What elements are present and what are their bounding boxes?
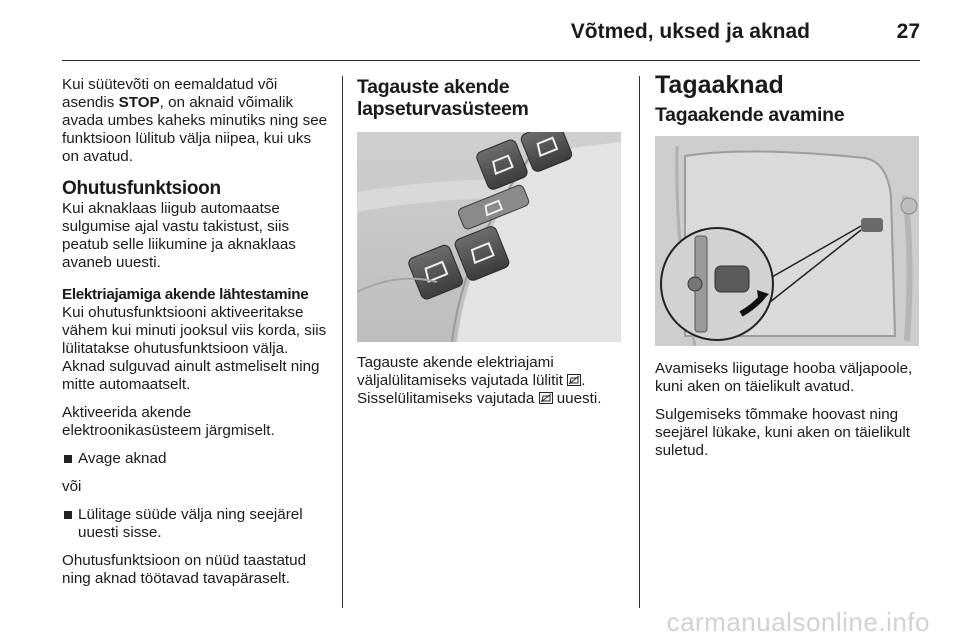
column-3 <box>655 71 925 470</box>
child-lock-text-line3-end: uuesti. <box>552 390 602 407</box>
safety-heading: Ohutusfunktsioon <box>62 178 221 199</box>
child-lock-text-line2-end: . <box>581 372 586 389</box>
child-lock-heading <box>357 76 629 120</box>
final-paragraph: Ohutusfunktsioon on nüüd taastatud ning aknad töötavad tavapäraselt. <box>62 552 307 587</box>
rear-windows-heading: Tagaaknad <box>655 71 784 99</box>
child-lock-text-line1: Tagauste akende elektriajami <box>357 354 554 371</box>
rear-windows-subheading: Tagaakende avamine <box>655 104 845 126</box>
reset-paragraph: Kui ohutusfunktsiooni aktiveeritakse vähem kui minuti jooksul viis korda, siis lülitatakse ohutusfunktsioon välja. Aknad sulguvad ainult astmeliselt ning mitte automaatselt. <box>62 304 327 393</box>
close-paragraph: Sulgemiseks tõmmake hoovast ning seejärel lükake, kuni aken on täielikult suletud. <box>655 406 910 459</box>
page-number: 27 <box>896 20 920 43</box>
intro-text-start: Kui süütevõti on eemaldatud või asendis <box>62 76 278 111</box>
intro-text-end: , on aknaid võimalik avada umbes kaheks minutiks ning see funktsioon lülitub välja niipea, kui uks on avatud. <box>62 94 328 165</box>
child-lock-switch-icon <box>539 392 553 404</box>
intro-paragraph <box>62 76 330 166</box>
child-lock-text-line2: väljalülitamiseks vajutada lülitit <box>357 372 568 389</box>
watermark: carmanualsonline.info <box>666 607 930 637</box>
bullet-item-1: Avage aknad <box>62 450 330 468</box>
intro-stop-term: STOP <box>118 94 160 111</box>
header-rule <box>62 60 920 61</box>
child-lock-heading-line1: Tagauste akende <box>357 76 510 98</box>
column-divider-1 <box>342 76 343 608</box>
activate-paragraph: Aktiveerida akende elektroonikasüsteem järgmiselt. <box>62 404 275 439</box>
column-1 <box>62 76 330 598</box>
bullet-item-2: Lülitage süüde välja ning seejärel uuesti sisse. <box>62 506 330 542</box>
reset-heading: Elektriajamiga akende lähtestamine <box>62 286 309 303</box>
safety-paragraph: Kui aknaklaas liigub automaatse sulgumise ajal vastu takistust, siis peatub selle liikumine ja aknaklaas avaneb uuesti. <box>62 200 296 271</box>
or-text: või <box>62 478 82 495</box>
child-lock-text-line3: Sisselülitamiseks vajutada <box>357 390 539 407</box>
window-switch-figure <box>357 132 621 342</box>
child-lock-heading-line2: lapseturvasüsteem <box>357 98 529 120</box>
child-lock-text <box>357 354 629 408</box>
open-paragraph: Avamiseks liigutage hooba väljapoole, kuni aken on täielikult avatud. <box>655 360 913 395</box>
column-divider-2 <box>639 76 640 608</box>
rear-window-latch-figure <box>655 136 919 346</box>
page-title: Võtmed, uksed ja aknad <box>570 20 810 43</box>
column-2 <box>357 76 629 418</box>
child-lock-switch-icon <box>567 374 581 386</box>
